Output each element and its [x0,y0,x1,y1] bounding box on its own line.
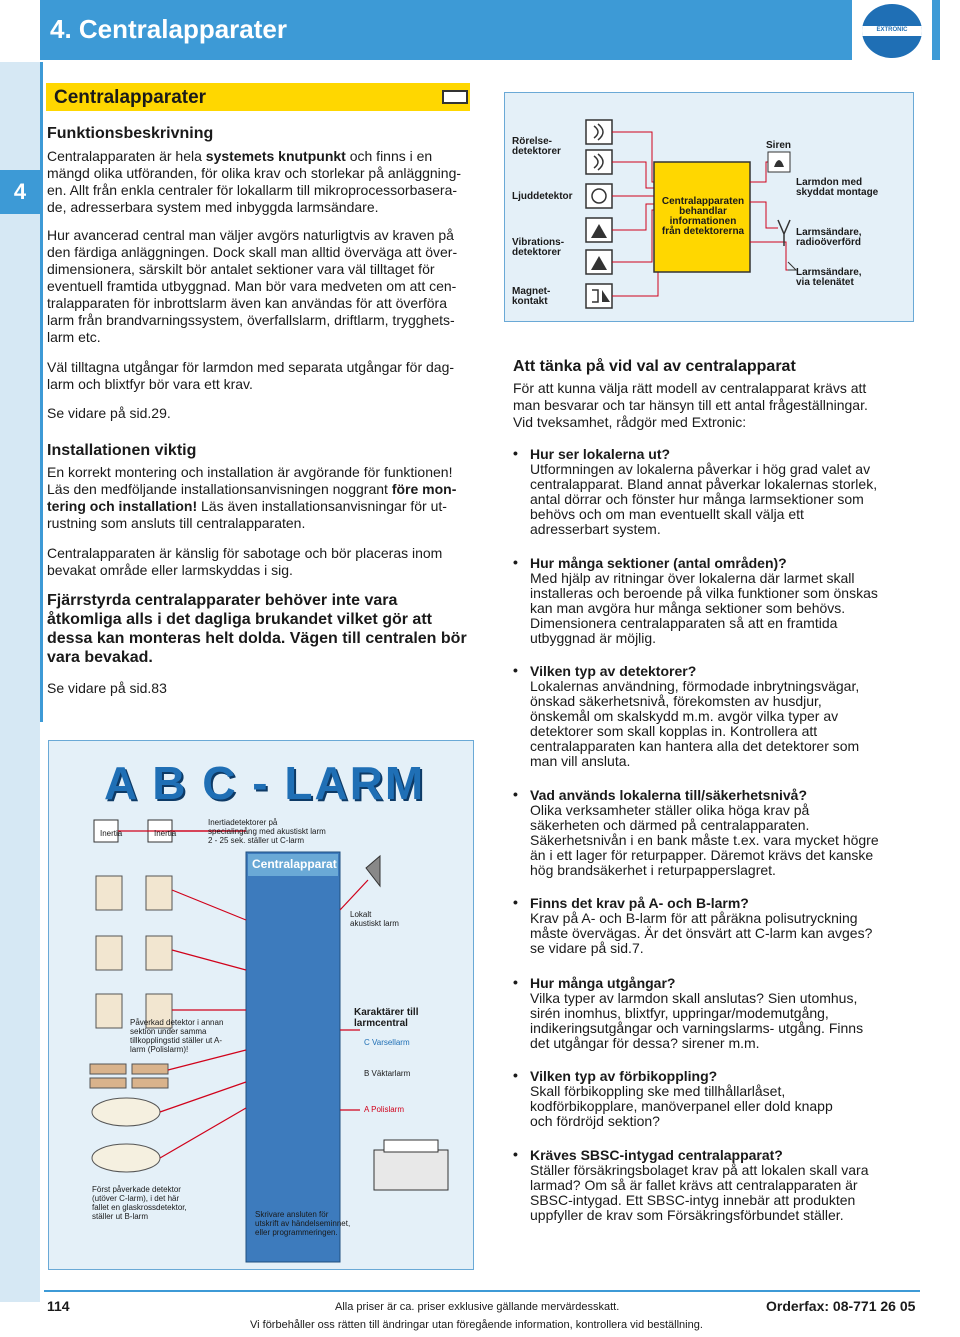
question-item [530,976,920,1051]
paverkad-label: Påverkad detektor i annan sektion under samma tillkopplingstid ställer ut A- larm (Polislarm)! [130,1018,224,1054]
label-siren: Siren [766,140,792,151]
question-line: antal dörrar och fönster hur många larmsektioner som [530,491,864,507]
question-line: centralapparaten kan hantera alla det detektorer som [530,738,860,754]
question-heading: Hur ser lokalerna ut? [530,446,671,462]
inertia-note: Inertiadetektorer på specialingång med akustiskt larm 2 - 25 sek. ställer ut C-larm [208,818,326,845]
question-line: installeras och beroende på vilka funktioner som önskas [530,585,878,601]
reserve-note: Vi förbehåller oss rätten till ändringar utan föregående information, kontrollera vid beställning. [250,1319,703,1331]
question-heading: Vilken typ av detektorer? [530,663,697,679]
karaktarer-label: Karaktärer till larmcentral [354,1007,419,1029]
question-line: Olika verksamheter ställer olika höga krav på [530,802,810,818]
question-line: Skall förbikoppling ske med tillhållarlåset, [530,1083,786,1099]
question-line: behövs och om man eventuellt skall välja ett [530,506,804,522]
question-line: sirén inomhus, blixtfyr, uppringar/modemutgång, [530,1005,829,1021]
question-line: Krav på A- och B-larm för att påräkna polisutryckning [530,910,858,926]
question-line: adresserbart system. [530,521,661,537]
label-radio: Larmsändare, radioöverförd [796,227,862,248]
a-larm: A Polislarm [364,1105,405,1114]
question-heading: Hur många utgångar? [530,975,676,991]
label-rorelse: Rörelse- detektorer [512,136,561,157]
question-line: Lokalernas användning, förmodade inbrytningsvägar, [530,678,860,694]
para-1: Centralapparaten är hela systemets knutpunkt och finns i en mängd olika utföranden, för olika krav och storlekar på anläggning- en. Allt från enkla centraler för lokallarm till mikroprocessorbasera- de, adresserbara system med inbyggda larmsändare. [47,148,462,215]
question-line: larmad? Om så är fallet krävs att centralapparaten är [530,1177,858,1193]
price-note: Alla priser är ca. priser exklusive gällande mervärdesskatt. [335,1301,620,1313]
left-band [0,62,40,1302]
question-line: kan man avgöra hur många sektioner som behövs. [530,600,846,616]
para-3: Väl tilltagna utgångar för larmdon med separata utgångar för dag- larm och blixtfyr bör vara ett krav. [47,359,455,392]
see-page-83: Se vidare på sid.83 [47,680,167,696]
question-line: Med hjälp av ritningar över lokalerna där larmet skall [530,570,855,586]
central-label: Centralapparat [252,857,337,871]
b-larm: B Väktarlarm [364,1069,411,1078]
question-line: indikeringsutgångar och varningslarms- utgång. Finns [530,1020,864,1036]
inertia-label-1: Inertia [100,829,123,838]
central-box-label: Centralapparaten behandlar informationen från detektorerna [661,196,745,237]
para-4: En korrekt montering och installation är avgörande för funktionen! Läs den medföljande installationsanvisningen noggrant före mon- tering och installation! Läs även installationsanvisningar för ut- rustning som ansluts till centralapparaten. [47,464,457,531]
bullet-icon: • [513,894,518,910]
extronic-logo [862,4,922,58]
label-ljud: Ljuddetektor [512,191,573,202]
page-number: 114 [47,1298,70,1314]
para-bold: Fjärrstyrda centralapparater behöver inte vara åtkomliga alls i det dagliga brukandet vilket gör att dessa kan monteras helt dolda. Vägen till centralen bör vara bevakad. [47,592,467,666]
heading-funktionsbeskrivning: Funktionsbeskrivning [47,125,214,142]
question-line: Säkerhetsnivån i en bank måste t.ex. vara mycket högre [530,832,879,848]
label-larmdon: Larmdon med skyddat montage [796,177,879,198]
footer-rule [44,1290,920,1292]
central-unit-icon [442,90,468,104]
logo-text: EXTRONIC [876,27,908,33]
section-title: Centralapparater [54,87,207,108]
para-5: Centralapparaten är känslig för sabotage och bör placeras inom bevakat område eller larmskyddas i sig. [47,545,443,578]
question-line: måste övervägas. Är det önsvärt att C-larm kan avges? [530,925,873,941]
bullet-icon: • [513,974,518,990]
question-line: än i ett lager för returpapper. Däremot krävs det kanske [530,847,874,863]
inertia-label-2: Inertia [154,829,177,838]
bullet-icon: • [513,445,518,461]
heading-installation: Installationen viktig [47,442,197,459]
bullet-icon: • [513,662,518,678]
question-line: Dimensionera centralapparaten så att en framtida [530,615,838,631]
question-line: önskemål om skalskydd m.m. avgör vilka typer av [530,708,839,724]
question-line: Utformningen av lokalerna påverkar i hög grad valet av [530,461,871,477]
question-line: det utgångar för dessa? sirener m.m. [530,1035,760,1051]
para-2: Hur avancerad central man väljer avgörs naturligtvis av kraven på den färdiga anläggningen. Dock skall man alltid överväga att över- dimensionera, särskilt bör antalet sektioner vara väl tilltaget för eventuell framtida utbyggnad. Man bör vara medveten om att cen- tralapparaten för inbrottslarm även kan användas för att överföra larm från brandvarningssystem, överfallslarm, driftlarm, trygghets- larm etc. [47,227,458,345]
question-line: se vidare på sid.7. [530,940,644,956]
page-title: 4. Centralapparater [50,14,287,44]
question-line: uppfyller de krav som Försäkringsförbundet ställer. [530,1207,844,1223]
chapter-number: 4 [0,170,40,214]
bullet-icon: • [513,1146,518,1162]
question-line: man vill ansluta. [530,753,631,769]
question-item [530,1148,920,1223]
question-item [530,556,920,646]
right-title: Att tänka på vid val av centralapparat [513,358,796,375]
question-line: säkerheten och därmed på centralapparaten. [530,817,810,833]
question-line: centralapparat. Bland annat påverkar lokalernas storlek, [530,476,878,492]
question-item [530,896,920,956]
question-line: kodförbikopplare, manöverpanel eller dold knapp [530,1098,833,1114]
bullet-icon: • [513,786,518,802]
question-heading: Finns det krav på A- och B-larm? [530,895,749,911]
abc-title: A B C - LARM [104,757,426,809]
question-line: Vilka typer av larmdon skall anslutas? Sien utomhus, [530,990,858,1006]
label-vibration: Vibrations- detektorer [512,237,565,258]
question-line: och fördröjd sektion? [530,1113,660,1129]
question-line: utbyggnad är möjlig. [530,630,657,646]
bullet-icon: • [513,554,518,570]
orderfax: Orderfax: 08-771 26 05 [766,1298,916,1314]
question-heading: Vilken typ av förbikoppling? [530,1068,718,1084]
right-intro: För att kunna välja rätt modell av centralapparat krävs att man besvarar och tar hänsyn till ett antal frågeställningar. Vid tveksamhet, rådgör med Extronic: [513,380,868,430]
label-tele: Larmsändare, via telenätet [796,267,862,288]
question-item [530,447,920,537]
question-line: Ställer försäkringsbolaget krav på att lokalen skall vara [530,1162,869,1178]
left-rule [40,62,43,722]
skrivare-label: Skrivare ansluten för utskrift av händelseminnet, eller programmeringen. [255,1210,351,1237]
lokalt-label: Lokalt akustiskt larm [350,910,399,928]
forst-label: Först påverkade detektor (utöver C-larm), i det här fallet en glaskrossdetektor, ställer ut B-larm [92,1185,187,1221]
label-magnet: Magnet- kontakt [512,286,551,307]
question-line: detektorer som skall kopplas in. Kontrollera att [530,723,818,739]
c-larm: C Varsellarm [364,1038,410,1047]
question-item [530,788,920,878]
question-item [530,1069,920,1129]
bullet-icon: • [513,1067,518,1083]
question-heading: Hur många sektioner (antal områden)? [530,555,787,571]
question-line: önskad säkerhetsnivå, förekomsten av husdjur, [530,693,822,709]
question-heading: Kräves SBSC-intygad centralapparat? [530,1147,783,1163]
see-page-29: Se vidare på sid.29. [47,405,171,421]
question-line: SBSC-intygad. Ett SBSC-intyg innebär att produkten [530,1192,856,1208]
question-line: hög brandsäkerhet i returpapperslagret. [530,862,776,878]
question-item [530,664,920,769]
question-heading: Vad används lokalerna till/säkerhetsnivå? [530,787,808,803]
